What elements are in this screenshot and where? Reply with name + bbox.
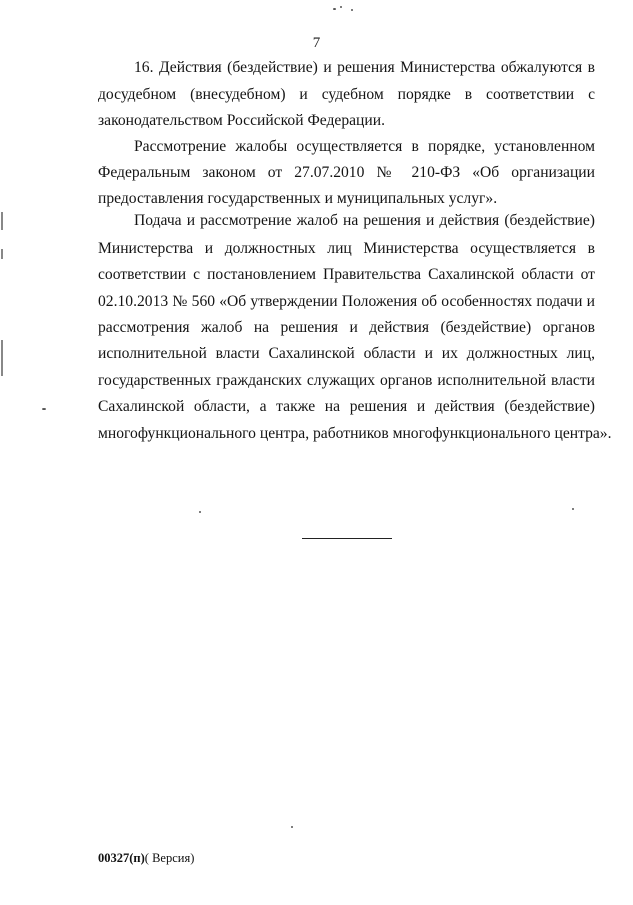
scan-speck — [199, 511, 201, 513]
scan-edge-mark — [1, 212, 3, 230]
scan-speck — [572, 508, 574, 510]
text-line: 02.10.2013 № 560 «Об утверждении Положения об особенностях подачи и — [98, 293, 595, 310]
text-line: рассмотрения жалоб на решения и действия (бездействие) органов — [98, 319, 595, 336]
text-line: 16. Действия (бездействие) и решения Министерства обжалуются в — [134, 59, 595, 76]
section-divider — [302, 538, 392, 539]
scan-speck — [291, 826, 293, 828]
text-line: Подача и рассмотрение жалоб на решения и действия (бездействие) — [134, 212, 595, 229]
scan-speck — [42, 408, 46, 410]
scan-speck — [351, 9, 353, 11]
text-line: Рассмотрение жалобы осуществляется в порядке, установленном — [134, 138, 595, 155]
scan-speck — [333, 8, 336, 10]
document-code: 00327(п) — [98, 851, 145, 865]
text-line: соответствии с постановлением Правительства Сахалинской области от — [98, 266, 595, 283]
text-line: Сахалинской области, а также на решения и действия (бездействие) — [98, 398, 595, 415]
text-line: Министерства и должностных лиц Министерства осуществляется в — [98, 240, 595, 257]
text-line: законодательством Российской Федерации. — [98, 112, 385, 129]
text-line: исполнительной власти Сахалинской области и их должностных лиц, — [98, 345, 595, 362]
text-line: досудебном (внесудебном) и судебном порядке в соответствии с — [98, 86, 595, 103]
document-version: ( Версия) — [144, 851, 195, 865]
text-line: многофункционального центра, работников многофункционального центра». — [98, 425, 612, 442]
scan-edge-mark — [1, 249, 3, 259]
page-number: 7 — [312, 35, 321, 51]
text-line: государственных гражданских служащих органов исполнительной власти — [98, 372, 595, 389]
text-line: Федеральным законом от 27.07.2010 № 210-ФЗ «Об организации — [98, 164, 595, 181]
scan-edge-mark — [1, 340, 3, 376]
footer — [98, 851, 194, 866]
scan-speck — [340, 6, 342, 8]
text-line: предоставления государственных и муниципальных услуг». — [98, 190, 498, 207]
